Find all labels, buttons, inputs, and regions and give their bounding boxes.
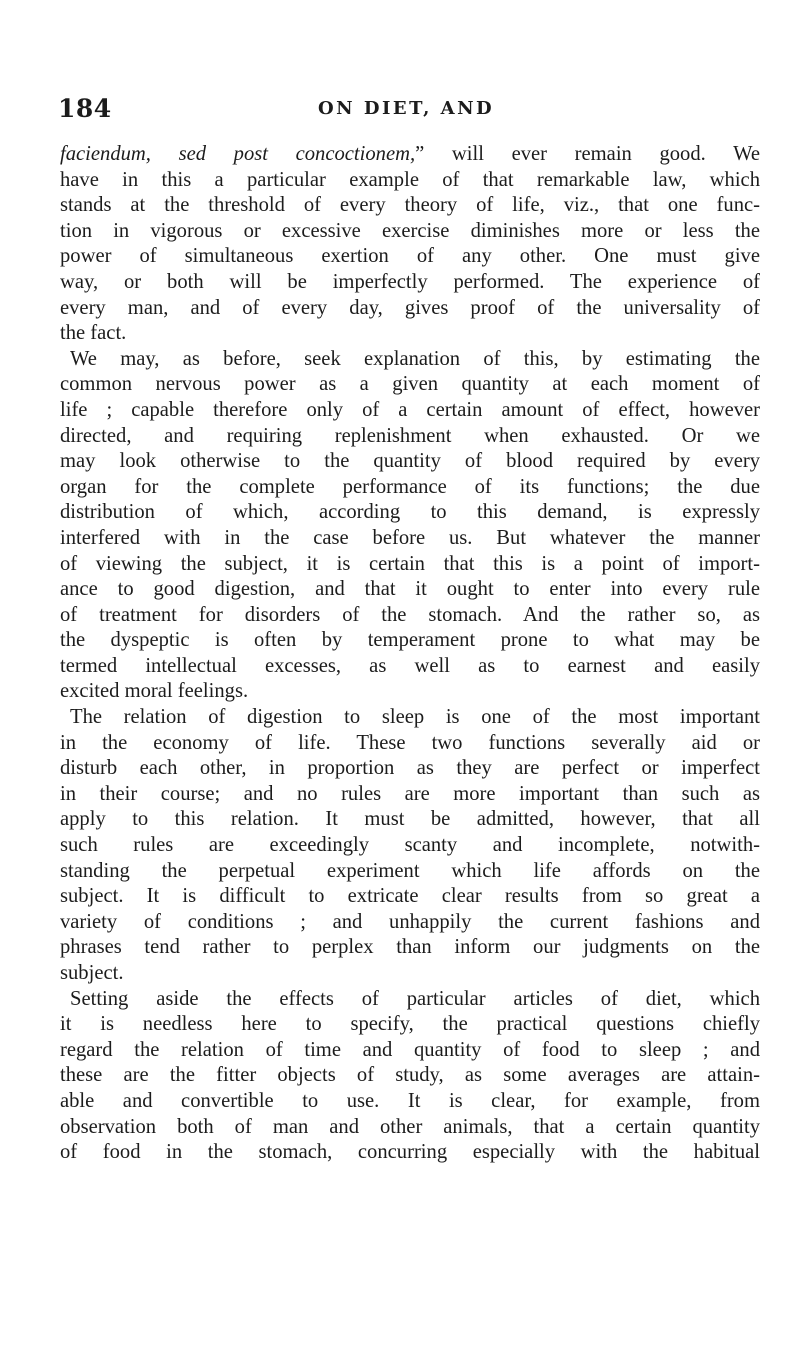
text-line: these are the fitter objects of study, as some averages are attain- [60,1064,760,1087]
paragraph [60,347,760,705]
text-line: stands at the threshold of every theory of life, viz., that one func- [60,194,760,217]
text-line: distribution of which, according to this demand, is expressly [60,501,760,524]
text-line: Setting aside the effects of particular articles of diet, which [70,987,760,1010]
text-line: apply to this relation. It must be admitted, however, that all [60,808,760,831]
text-line: subject. It is difficult to extricate clear results from so great a [60,885,760,908]
text-line: organ for the complete performance of its functions; the due [60,475,760,498]
text-line: phrases tend rather to perplex than inform our judgments on the [60,936,760,959]
text-line: able and convertible to use. It is clear, for example, from [60,1089,760,1112]
running-header [58,94,758,124]
text-line: every man, and of every day, gives proof of the universality of [60,296,760,319]
text-line: termed intellectual excesses, as well as to earnest and easily [60,654,760,677]
text-line: excited moral feelings. [60,680,249,703]
text-line: interfered with in the case before us. But whatever the manner [60,526,760,549]
text-line: regard the relation of time and quantity of food to sleep ; and [60,1038,760,1061]
paragraph [60,987,760,1166]
body-text [60,142,760,1166]
text-line: way, or both will be imperfectly performed. The experience of [60,270,760,293]
text-line: disturb each other, in proportion as they are perfect or imperfect [60,757,760,780]
text-line: directed, and requiring replenishment when exhausted. Or we [60,424,760,447]
text-line: common nervous power as a given quantity at each moment of [60,373,760,396]
text-line: power of simultaneous exertion of any other. One must give [60,245,760,268]
paragraph [60,705,760,987]
text-line: of viewing the subject, it is certain that this is a point of import- [60,552,760,575]
text-line: observation both of man and other animals, that a certain quantity [60,1115,760,1138]
page-number: 184 [58,94,112,123]
text-line: subject. [60,962,124,984]
text-line: the dyspeptic is often by temperament prone to what may be [60,629,760,652]
text-line: the fact. [60,322,127,345]
text-line: life ; capable therefore only of a certain amount of effect, however [60,398,760,421]
text-line: in their course; and no rules are more important than such as [60,782,760,805]
text-line: in the economy of life. These two functions severally aid or [60,731,760,754]
text-line: may look otherwise to the quantity of blood required by every [60,450,760,473]
text-line: We may, as before, seek explanation of this, by estimating the [70,347,760,370]
paragraph [60,142,760,347]
text-line: ance to good digestion, and that it ought to enter into every rule [60,578,760,601]
text-line: faciendum, sed post concoctionem,” will ever remain good. We [60,143,760,165]
text-line: it is needless here to specify, the practical questions chiefly [60,1013,760,1036]
text-line: have in this a particular example of that remarkable law, which [60,168,760,191]
text-line: such rules are exceedingly scanty and incomplete, notwith- [60,834,760,857]
text-line: of food in the stomach, concurring especially with the habitual [60,1141,760,1164]
latin-phrase: faciendum, sed post concoctionem, [60,143,416,165]
text-line: tion in vigorous or excessive exercise diminishes more or less the [60,219,760,242]
text-line: The relation of digestion to sleep is one of the most important [70,706,760,729]
text-line: variety of conditions ; and unhappily the current fashions and [60,910,760,933]
text-line: of treatment for disorders of the stomach. And the rather so, as [60,603,760,626]
running-title: ON DIET, AND [318,98,495,119]
text-line: standing the perpetual experiment which life affords on the [60,859,760,882]
